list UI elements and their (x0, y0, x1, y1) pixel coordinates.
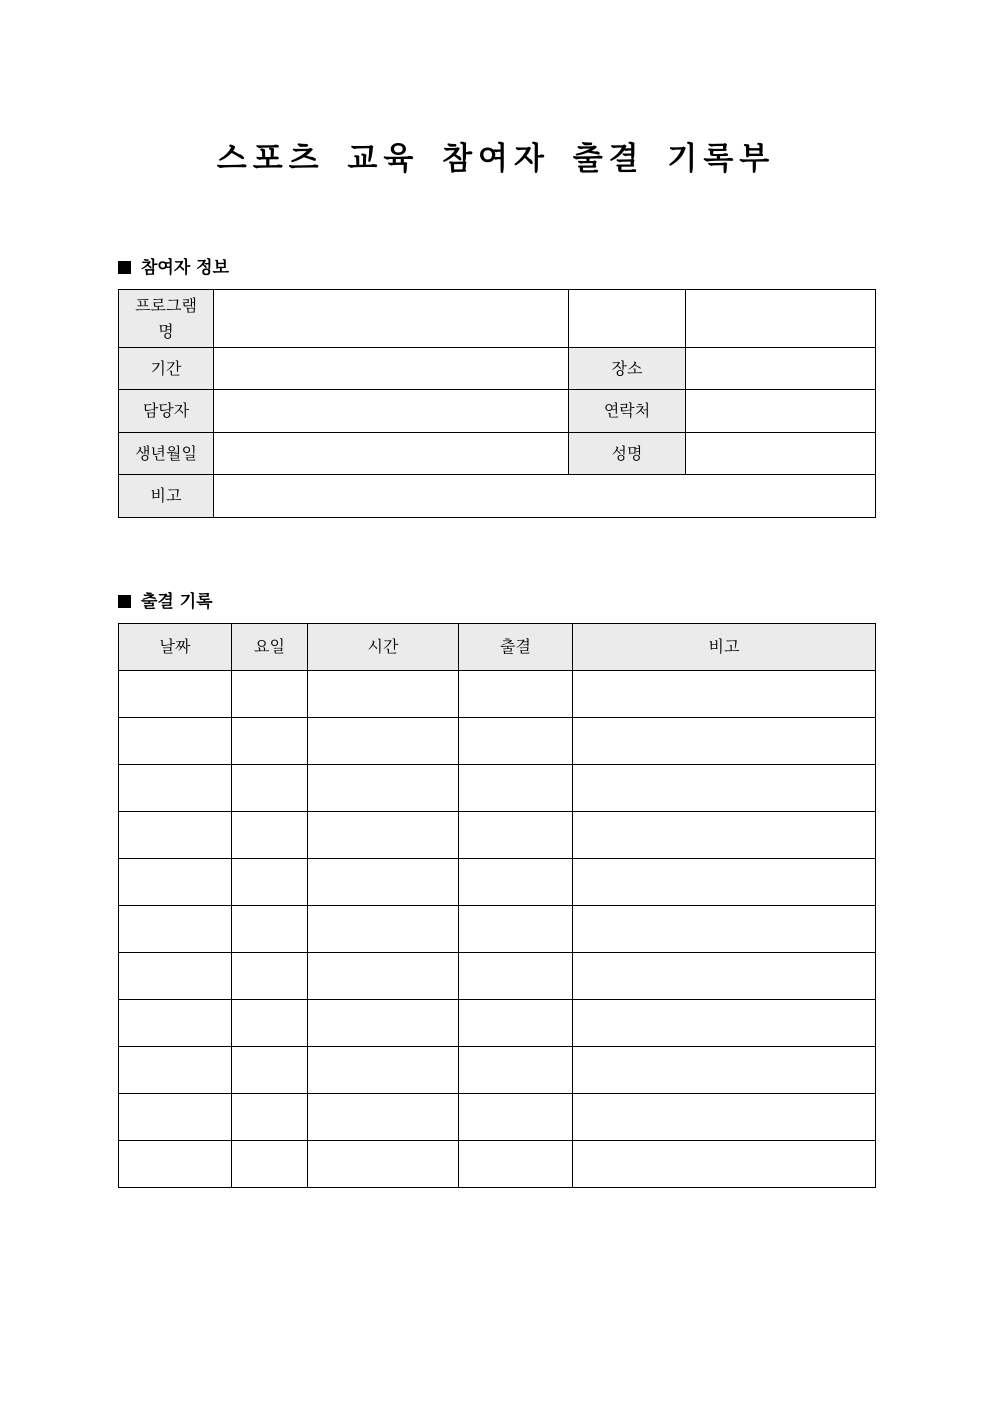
manager-label: 담당자 (119, 390, 214, 433)
time-cell[interactable] (308, 812, 459, 859)
column-header-day: 요일 (232, 624, 308, 671)
attendance-cell[interactable] (459, 906, 573, 953)
program-name-extra-field[interactable] (686, 290, 876, 348)
document-title: 스포츠 교육 참여자 출결 기록부 (216, 141, 776, 177)
time-cell[interactable] (308, 859, 459, 906)
table-row (119, 1047, 876, 1094)
table-row (119, 348, 876, 390)
day-cell[interactable] (232, 906, 308, 953)
square-bullet-icon (118, 595, 131, 608)
remarks-cell[interactable] (573, 812, 876, 859)
date-cell[interactable] (119, 859, 232, 906)
period-field[interactable] (214, 348, 569, 390)
day-cell[interactable] (232, 671, 308, 718)
table-row (119, 671, 876, 718)
attendance-cell[interactable] (459, 812, 573, 859)
day-cell[interactable] (232, 1094, 308, 1141)
place-label: 장소 (569, 348, 686, 390)
day-cell[interactable] (232, 718, 308, 765)
birthdate-label: 생년월일 (119, 433, 214, 475)
remarks-cell[interactable] (573, 1141, 876, 1188)
birthdate-field[interactable] (214, 433, 569, 475)
remarks-cell[interactable] (573, 1047, 876, 1094)
date-cell[interactable] (119, 765, 232, 812)
table-row (119, 433, 876, 475)
day-cell[interactable] (232, 953, 308, 1000)
attendance-cell[interactable] (459, 1047, 573, 1094)
attendance-cell[interactable] (459, 671, 573, 718)
remarks-cell[interactable] (573, 859, 876, 906)
date-cell[interactable] (119, 718, 232, 765)
table-row (119, 859, 876, 906)
time-cell[interactable] (308, 906, 459, 953)
remarks-label: 비고 (119, 475, 214, 518)
day-cell[interactable] (232, 1141, 308, 1188)
time-cell[interactable] (308, 765, 459, 812)
attendance-cell[interactable] (459, 1094, 573, 1141)
column-header-time: 시간 (308, 624, 459, 671)
program-name-extra-cell (569, 290, 686, 348)
time-cell[interactable] (308, 718, 459, 765)
program-name-field[interactable] (214, 290, 569, 348)
day-cell[interactable] (232, 1047, 308, 1094)
attendance-heading-text: 출결 기록 (141, 592, 213, 612)
remarks-cell[interactable] (573, 671, 876, 718)
attendance-section-heading (118, 587, 213, 612)
time-cell[interactable] (308, 1141, 459, 1188)
day-cell[interactable] (232, 859, 308, 906)
time-cell[interactable] (308, 1000, 459, 1047)
table-header-row (119, 624, 876, 671)
table-row (119, 1094, 876, 1141)
remarks-cell[interactable] (573, 718, 876, 765)
date-cell[interactable] (119, 1141, 232, 1188)
table-row (119, 953, 876, 1000)
remarks-cell[interactable] (573, 1094, 876, 1141)
participant-info-table (118, 289, 876, 518)
attendance-table-body (119, 671, 876, 1188)
program-name-label-text: 프로그램명 (135, 295, 197, 341)
manager-field[interactable] (214, 390, 569, 433)
period-label: 기간 (119, 348, 214, 390)
table-row (119, 290, 876, 348)
contact-label: 연락처 (569, 390, 686, 433)
time-cell[interactable] (308, 1094, 459, 1141)
table-row (119, 475, 876, 518)
attendance-cell[interactable] (459, 718, 573, 765)
contact-field[interactable] (686, 390, 876, 433)
column-header-remarks: 비고 (573, 624, 876, 671)
day-cell[interactable] (232, 765, 308, 812)
square-bullet-icon (118, 261, 131, 274)
table-row (119, 1000, 876, 1047)
attendance-cell[interactable] (459, 765, 573, 812)
date-cell[interactable] (119, 906, 232, 953)
time-cell[interactable] (308, 1047, 459, 1094)
remarks-cell[interactable] (573, 765, 876, 812)
remarks-cell[interactable] (573, 953, 876, 1000)
table-row (119, 390, 876, 433)
attendance-cell[interactable] (459, 859, 573, 906)
name-field[interactable] (686, 433, 876, 475)
column-header-date: 날짜 (119, 624, 232, 671)
time-cell[interactable] (308, 953, 459, 1000)
name-label: 성명 (569, 433, 686, 475)
date-cell[interactable] (119, 1094, 232, 1141)
attendance-cell[interactable] (459, 1000, 573, 1047)
date-cell[interactable] (119, 812, 232, 859)
table-row (119, 765, 876, 812)
date-cell[interactable] (119, 953, 232, 1000)
day-cell[interactable] (232, 812, 308, 859)
program-name-label (119, 290, 214, 348)
table-row (119, 812, 876, 859)
day-cell[interactable] (232, 1000, 308, 1047)
date-cell[interactable] (119, 1000, 232, 1047)
attendance-cell[interactable] (459, 953, 573, 1000)
place-field[interactable] (686, 348, 876, 390)
attendance-table (118, 623, 876, 1188)
remarks-cell[interactable] (573, 1000, 876, 1047)
participant-section-heading (118, 253, 229, 278)
attendance-cell[interactable] (459, 1141, 573, 1188)
date-cell[interactable] (119, 1047, 232, 1094)
table-row (119, 906, 876, 953)
column-header-attendance: 출결 (459, 624, 573, 671)
table-row (119, 718, 876, 765)
table-row (119, 1141, 876, 1188)
remarks-field[interactable] (214, 475, 876, 518)
remarks-cell[interactable] (573, 906, 876, 953)
date-cell[interactable] (119, 671, 232, 718)
participant-heading-text: 참여자 정보 (141, 258, 230, 278)
time-cell[interactable] (308, 671, 459, 718)
